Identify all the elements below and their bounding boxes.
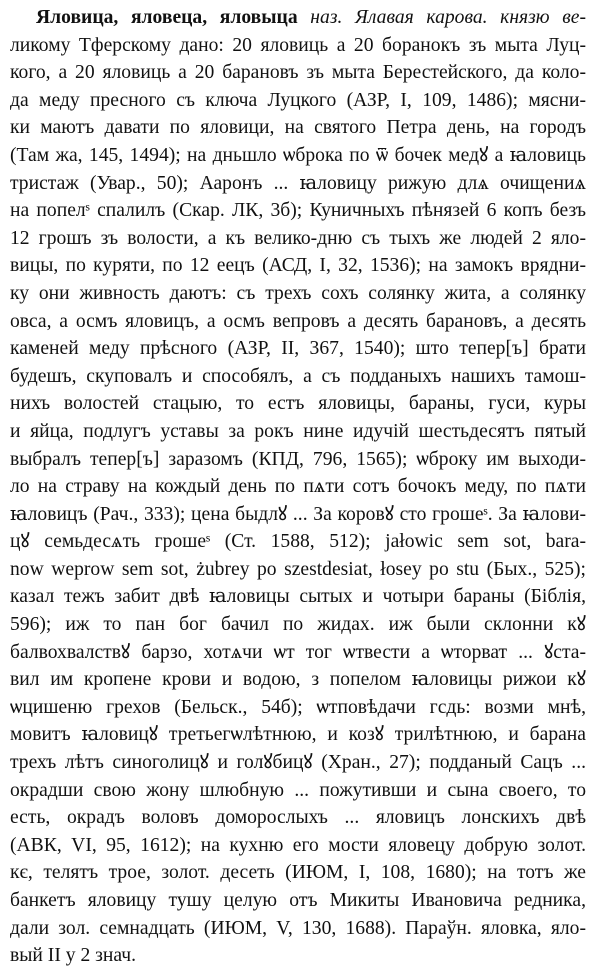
entry-text-line: ло на страву на кождый день по пѧти сотъ бочокъ меду, по пѧти bbox=[10, 476, 586, 498]
entry-text-line: трехъ лѣтъ синоголицꙋ и голꙋбицꙋ (Хран., 27); подданый Сацъ ... bbox=[10, 752, 586, 774]
entry-text-line: тристаж (Увар., 50); Ааронъ ... ꙗловицу рижую длѧ очищениѧ bbox=[10, 172, 586, 194]
entry-text-line: будешъ, скуповалъ и способялъ, а съ подданыхъ нашихъ тамош- bbox=[10, 365, 586, 387]
entry-text-line: казал тежъ забит двѣ ꙗловицы сытых и чотыри бараны (Біблія, bbox=[10, 586, 586, 608]
entry-text-line: на попелˢ спалилъ (Скар. ЛК, 3б); Куничныхъ пѣнязей 6 копъ безъ bbox=[10, 200, 586, 222]
entry-text-line: кє, телятъ трое, золот. десеть (ИЮМ, І, 108, 1680); на тотъ же bbox=[10, 862, 586, 884]
entry-text-line: ку они живность даютъ: съ трехъ сохъ солянку жита, а солянку bbox=[10, 282, 586, 304]
entry-text-line: 12 грошъ зъ волости, а къ велико-дню съ тыхъ же людей 2 яло- bbox=[10, 227, 586, 249]
entry-text-line: нихъ волостей стацыю, то естъ яловицы, бараны, гуси, куры bbox=[10, 393, 586, 415]
entry-text-line: (АВК, VI, 95, 1612); на кухню его мости яловецу добрую золот. bbox=[10, 834, 586, 856]
entry-text-line: есть, окрадъ воловъ доморослыхъ ... яловицъ лонскихъ двѣ bbox=[10, 807, 586, 829]
headword: Яловица, яловеца, яловыца bbox=[36, 7, 298, 28]
entry-text-line: ликому Тферскому дано: 20 яловиць а 20 боранокъ зъ мыта Луц- bbox=[10, 34, 586, 56]
entry-text-line: мовитъ ꙗловицꙋ третьегѡлѣтнюю, и козꙋ трилѣтнюю, и барана bbox=[10, 724, 586, 746]
entry-text-line: (Там жа, 145, 1494); на дньшло ѡброка по ѿ бочек медꙋ а ꙗловиць bbox=[10, 144, 586, 166]
entry-text-line: ꙗловицъ (Рач., 333); цена быдлꙋ ... За коровꙋ сто грошеˢ. За ꙗлови- bbox=[10, 503, 586, 525]
entry-text-line: 596); иж то пан бог бачил по жидах. иж были склонни кꙋ bbox=[10, 614, 586, 636]
entry-text-line: вицы, по куряти, по 12 еецъ (АСД, І, 32, 1536); на замокъ врядни- bbox=[10, 255, 586, 277]
entry-text-line: овса, а осмъ яловицъ, а осмъ вепровъ а десять барановъ, а десять bbox=[10, 310, 586, 332]
entry-text-line: кого, а 20 яловиць а 20 барановъ зъ мыта Берестейского, да коло- bbox=[10, 62, 586, 84]
entry-text-line: вил им кропене крови и водою, з попелом ꙗловицы рижои кꙋ bbox=[10, 669, 586, 691]
entry-body bbox=[10, 32, 586, 943]
entry-text-line: да меду пресного съ ключа Луцкого (АЗР, І, 109, 1486); мясни- bbox=[10, 89, 586, 111]
entry-text-line: окрадши свою жону шлюбную ... пожутивши и сына своего, то bbox=[10, 779, 586, 801]
entry-text-line: банкетъ яловицу тушу целую отъ Микиты Ивановича редника, bbox=[10, 890, 586, 911]
entry-text-line: выбралъ тепер[ъ] заразомъ (КПД, 796, 1565); ѡброку им выходи- bbox=[10, 448, 586, 470]
entry-text-line: дали зол. семнадцать (ИЮМ, V, 130, 1688). Параўн. яловка, яло- bbox=[10, 917, 586, 939]
entry-text-line: цꙋ семьдесѧть грошеˢ (Ст. 1588, 512); jałowic sem sot, bara- bbox=[10, 531, 586, 553]
entry-text-line: now weprow sem sot, żubrey po szestdesiat, łosey po stu (Бых., 525); bbox=[10, 558, 586, 580]
entry-text-line: и яйца, подлугъ уставы за рокъ нине идучій шестьдесятъ пятый bbox=[10, 420, 586, 442]
entry-last-line: вый ІІ у 2 знач. bbox=[10, 945, 137, 967]
entry-text-line: балвохвалствꙋ барзо, хотѧчи ѡт тог ѡтвести а ѡторват ... ꙋста- bbox=[10, 641, 586, 663]
first-line-gloss: наз. Ялавая карова. князю ве- bbox=[310, 7, 586, 28]
entry-text-line: каменей меду прѣсного (АЗР, ІІ, 367, 1540); што тепер[ъ] брати bbox=[10, 338, 586, 360]
entry-text-line: ки маютъ давати по яловици, на святого Петра день, на городъ bbox=[10, 117, 586, 139]
entry-text-line: ѡцишеню грехов (Бельск., 54б); ѡтповѣдачи гсдь: возми мнѣ, bbox=[10, 696, 586, 718]
entry-first-line bbox=[10, 4, 586, 32]
